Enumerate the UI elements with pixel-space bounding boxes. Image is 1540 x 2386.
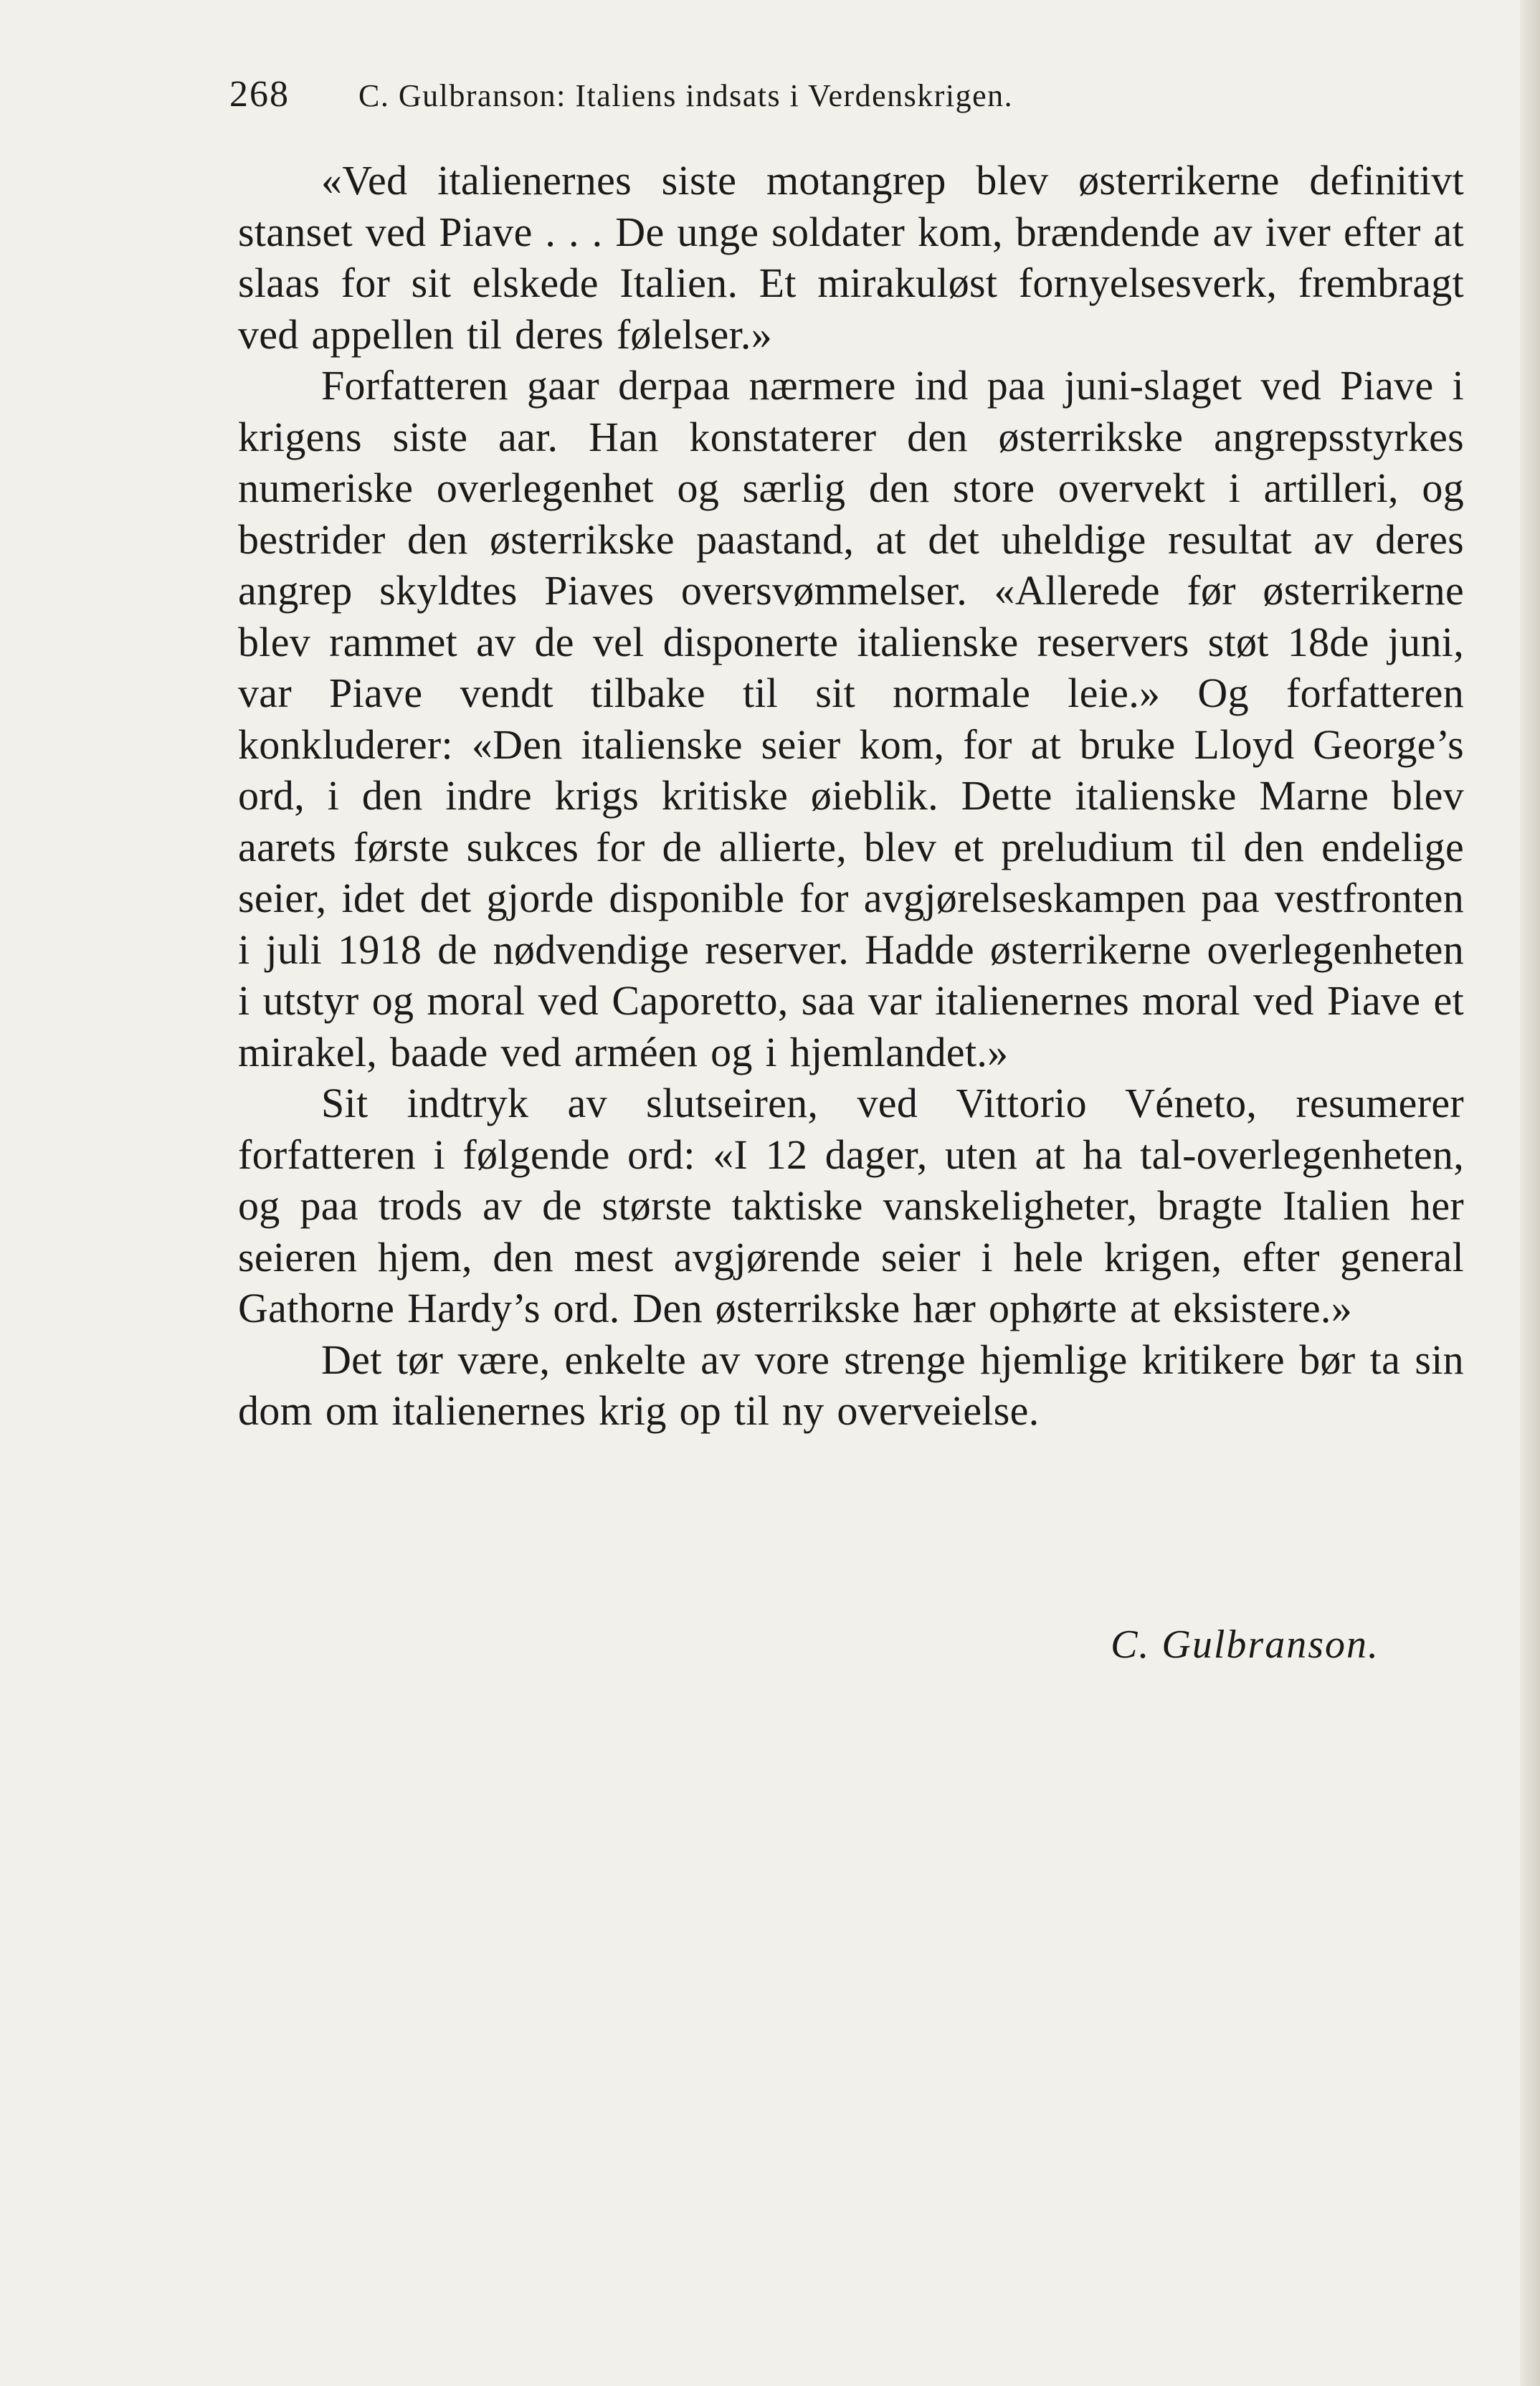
author-signature: C. Gulbranson. (1111, 1622, 1379, 1667)
running-head (229, 73, 1013, 115)
page-number: 268 (229, 74, 290, 115)
paragraph-vittorio-veneto: Sit indtryk av slutseiren, ved Vittorio Véneto, resumerer forfatteren i følgende ord: «I 12 dager, uten at ha tal-overlegenheten, og paa trods av de største taktiske vanskeligheter, bragte Italien her seieren hjem, den mest avgjørende seier i hele krigen, efter general Gathorne Hardy’s ord. Den østerrikske hær ophørte at eksistere.» (238, 1080, 1464, 1331)
paragraph-quote-piave: «Ved italienernes siste motangrep blev østerrikerne definitivt stanset ved Piave . . . De unge soldater kom, brændende av iver efter at slaas for sit elskede Italien. Et mirakuløst fornyelsesverk, frembragt ved appellen til deres følelser.» (238, 157, 1464, 358)
paragraph-conclusion: Det tør være, enkelte av vore strenge hjemlige kritikere bør ta sin dom om italienernes krig op til ny overveielse. (238, 1336, 1464, 1434)
running-title: C. Gulbranson: Italiens indsats i Verdenskrigen. (358, 78, 1014, 113)
paragraph-june-battle: Forfatteren gaar derpaa nærmere ind paa juni-slaget ved Piave i krigens siste aar. Han konstaterer den østerrikske angrepsstyrkes numeriske overlegenhet og særlig den store overvekt i artilleri, og bestrider den østerrikske paastand, at det uheldige resultat av deres angrep skyldtes Piaves oversvømmelser. «Allerede før østerrikerne blev rammet av de vel disponerte italienske reservers støt 18de juni, var Piave vendt tilbake til sit normale leie.» Og forfatteren konkluderer: «Den italienske seier kom, for at bruke Lloyd George’s ord, i den indre krigs kritiske øieblik. Dette italienske Marne blev aarets første sukces for de allierte, blev et preludium til den endelige seier, idet det gjorde disponible for avgjørelseskampen paa vestfronten i juli 1918 de nødvendige reserver. Hadde østerrikerne overlegenheten i utstyr og moral ved Caporetto, saa var italienernes moral ved Piave et mirakel, baade ved arméen og i hjemlandet.» (238, 362, 1464, 1075)
body-text (238, 155, 1464, 1437)
